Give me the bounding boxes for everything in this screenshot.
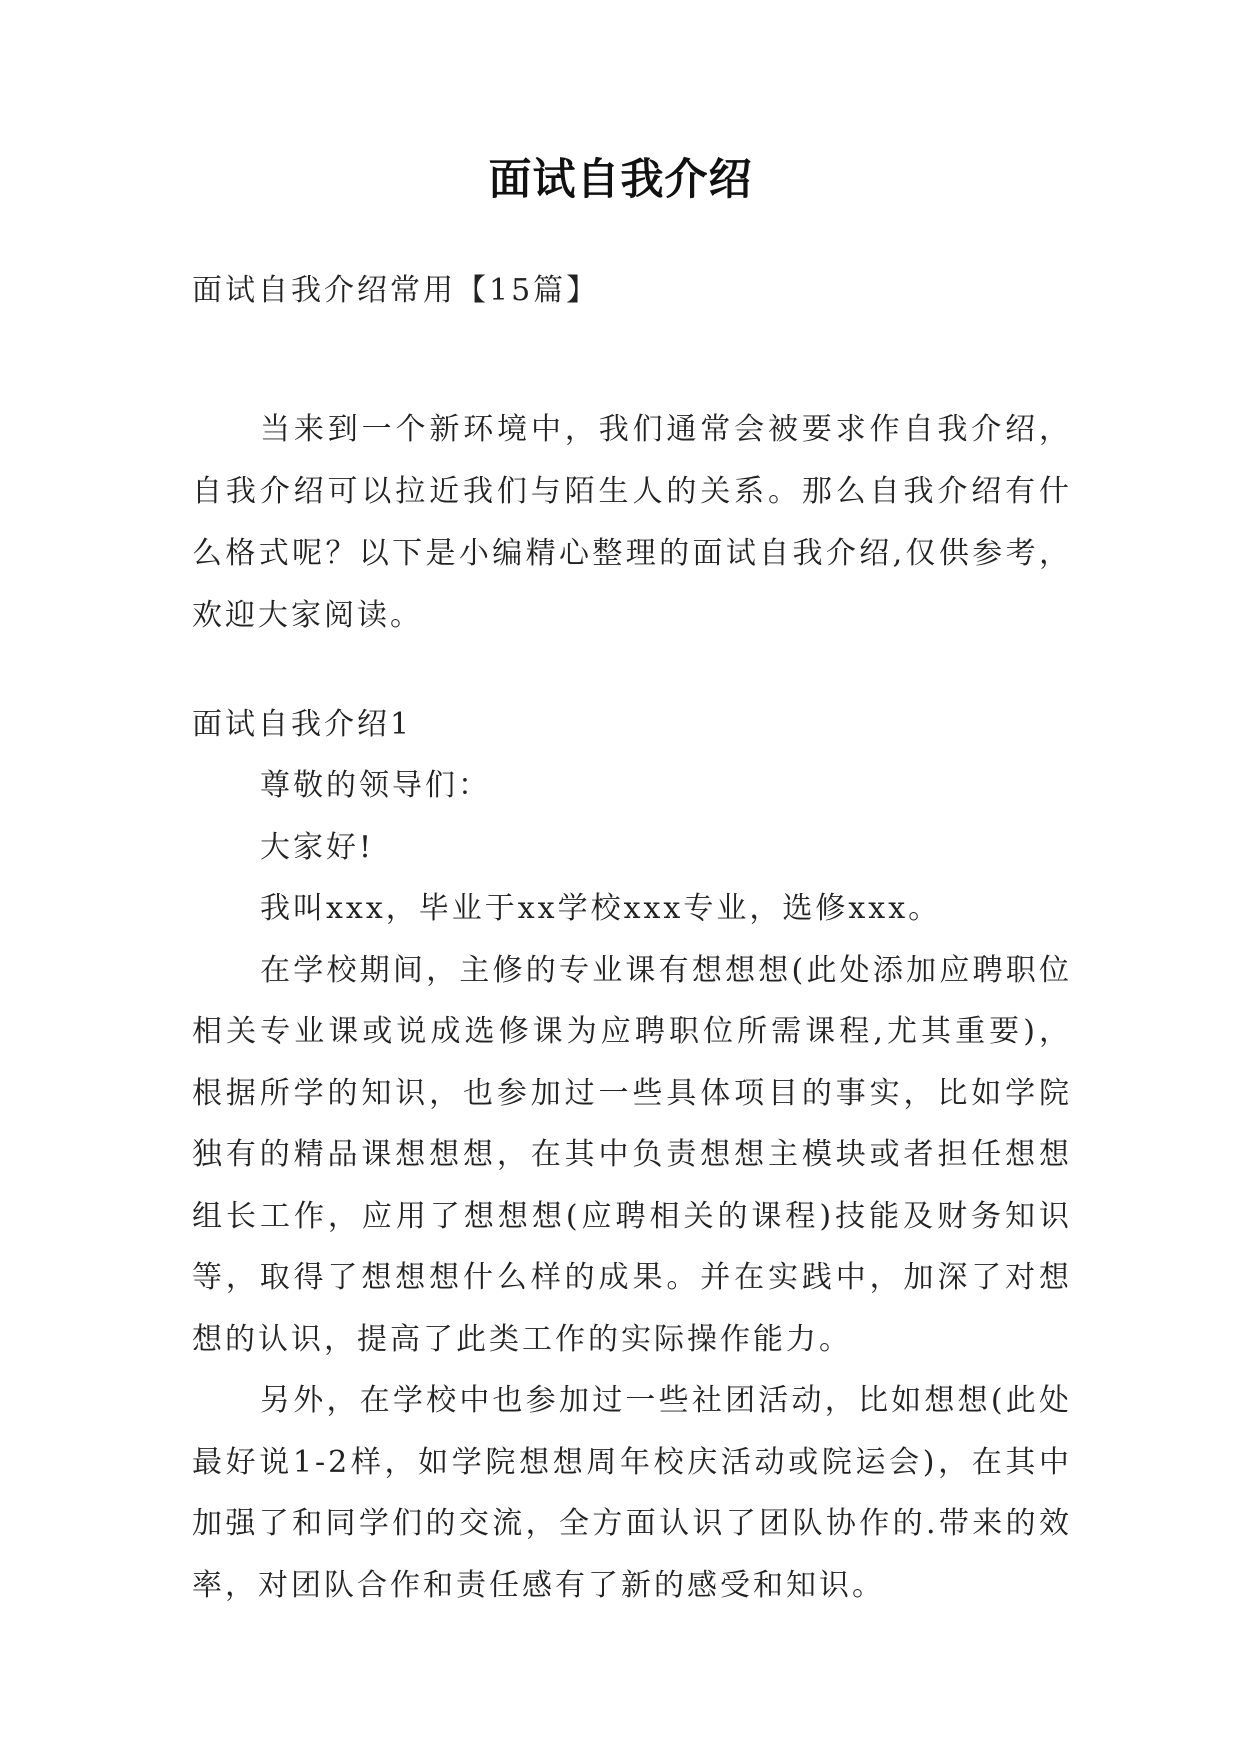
section-heading: 面试自我介绍1	[192, 707, 413, 742]
body-paragraph: 我叫xxx，毕业于xx学校xxx专业，选修xxx。	[260, 891, 942, 926]
greeting-line: 尊敬的领导们：	[260, 768, 491, 803]
hello-line: 大家好!	[260, 829, 375, 865]
body-paragraph: 在学校期间，主修的专业课有想想想(此处添加应聘职位相关专业课或说成选修课为应聘职位所需课程,尤其重要)，根据所学的知识，也参加过一些具体项目的事实，比如学院独有的精品课想想想，在其中负责想想主模块或者担任想想组长工作，应用了想想想(应聘相关的课程)技能及财务知识等，取得了想想想什么样的成果。并在实践中，加深了对想想的认识，提高了此类工作的实际操作能力。	[192, 952, 1072, 1357]
page-title: 面试自我介绍	[488, 155, 753, 205]
section-1	[192, 694, 1072, 1616]
intro-paragraph: 当来到一个新环境中，我们通常会被要求作自我介绍，自我介绍可以拉近我们与陌生人的关系。那么自我介绍有什么格式呢？以下是小编精心整理的面试自我介绍,仅供参考，欢迎大家阅读。	[192, 412, 1072, 633]
body-paragraph: 另外，在学校中也参加过一些社团活动，比如想想(此处最好说1-2样，如学院想想周年校庆活动或院运会)，在其中加强了和同学们的交流，全方面认识了团队协作的.带来的效率，对团队合作和责任感有了新的感受和知识。	[192, 1383, 1072, 1603]
document-subtitle: 面试自我介绍常用【15篇】	[192, 273, 600, 308]
